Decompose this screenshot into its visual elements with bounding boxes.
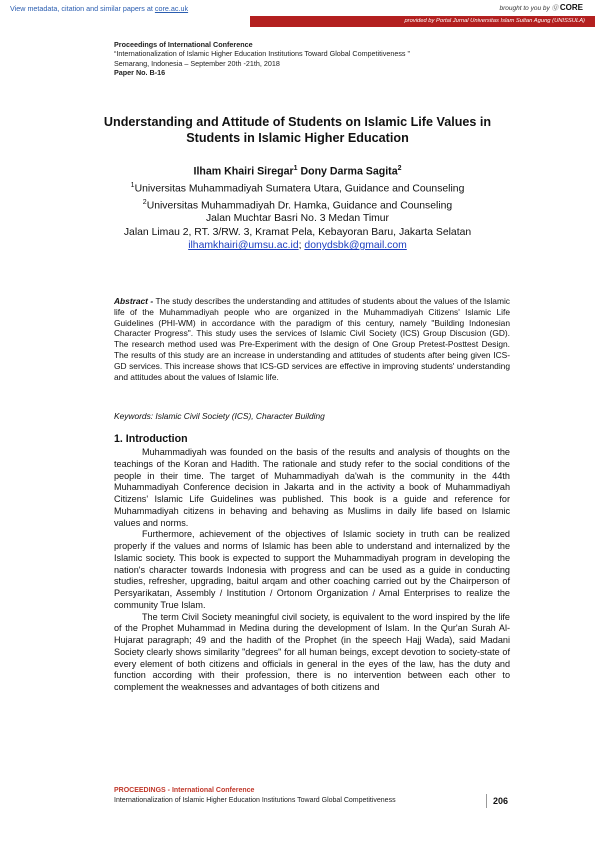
abstract — [114, 296, 510, 382]
section-heading: 1. Introduction — [114, 433, 188, 445]
brought-by — [500, 3, 583, 12]
author-2: Dony Darma Sagita — [300, 165, 398, 178]
author-names — [100, 162, 495, 179]
author-block — [100, 162, 495, 252]
proceedings-header — [114, 40, 410, 78]
email-separator: ; — [298, 239, 302, 251]
core-link[interactable]: core.ac.uk — [154, 4, 189, 13]
conference-location: Semarang, Indonesia – September 20th -21th, 2018 — [114, 58, 280, 68]
author-1: Ilham Khairi Siregar — [193, 165, 294, 178]
paragraph: Muhammadiyah was founded on the basis of the results and analysis of thoughts on the teachings of the Koran and Hadith. The rationale and study refer to the social conditions of the people in their time. The target of Muhammadiyah da'wah is the community in the 44th Muhammadiyah Conference decision in Jakarta and in the activity a book of Muhammadiyah Citizens' Islamic Life Guidelines was published. This book is a guide and reference for Muhammadiyah citizens in behaving and behaving as Muslims in daily life based on Islamic values and norms. — [114, 447, 510, 528]
body-text — [114, 447, 510, 694]
metadata-text: View metadata, citation and similar papers at — [10, 4, 153, 13]
page-number: 206 — [486, 794, 508, 808]
footer-proceedings: PROCEEDINGS - International Conference — [114, 787, 255, 794]
proceedings-title: Proceedings of International Conference — [114, 40, 253, 49]
aff-1-sup: 1 — [130, 181, 135, 189]
core-logo-icon: Ⓠ — [551, 5, 559, 12]
email-link-2[interactable]: donydsbk@gmail.com — [304, 239, 407, 251]
footer-conference: Internationalization of Islamic Higher Education Institutions Toward Global Competitiveness — [114, 797, 396, 804]
author-1-sup: 1 — [293, 165, 298, 172]
core-brand: CORE — [559, 3, 583, 12]
metadata-banner — [10, 4, 188, 13]
aff-1-text: Universitas Muhammadiyah Sumatera Utara, Guidance and Counseling — [134, 183, 465, 195]
aff-2-text: Universitas Muhammadiyah Dr. Hamka, Guidance and Counseling — [146, 200, 453, 212]
affiliation-1 — [100, 179, 495, 196]
page-footer — [114, 786, 514, 806]
aff-2-sup: 2 — [142, 198, 147, 206]
abstract-label: Abstract - — [114, 296, 154, 306]
paper-number: Paper No. B-16 — [114, 68, 166, 78]
address-2: Jalan Limau 2, RT. 3/RW. 3, Kramat Pela, Kebayoran Baru, Jakarta Selatan — [123, 226, 472, 238]
core-topbar — [0, 0, 595, 16]
keywords: Keywords: Islamic Civil Society (ICS), Character Building — [114, 411, 325, 421]
emails — [100, 239, 495, 252]
email-link-1[interactable]: ilhamkhairi@umsu.ac.id — [188, 239, 299, 251]
address-1: Jalan Muchtar Basri No. 3 Medan Timur — [205, 213, 390, 225]
provider-bar: provided by Portal Jurnal Universitas Islam Sultan Agung (UNISSULA) — [250, 16, 595, 27]
abstract-text: The study describes the understanding and attitudes of students about the values of the Islamic life of the Muhammadiyah people who are organized in the Muhammadiyah Citizens' Islamic Life Guidelines (PHI-WM) in accordance with the paradigm of this century, namely "Building Indonesian Character Progress". This study uses the services of Islamic Civil Society (ICS) Group Discusion (GD). The research method used was Pre-Experiment with the design of One Group Pretest-Posttest Design. The results of this study are an increase in understanding and attitudes of students after being given ICS-GD services. This increase shows that ICS-GD services are effective in improving students' understanding and attitudes about the values of Islamic life. — [114, 296, 510, 382]
author-2-sup: 2 — [397, 165, 402, 172]
paragraph: The term Civil Society meaningful civil society, is equivalent to the word inspired by the life of the Prophet Muhammad in Medina during the development of Islam. In the Qur'an Surah Al-Hujarat paragraph; 49 and the hadith of the Prophet (in the speech Hajj Wada), said Madani Society clearly shows similarity "degrees" for all human beings, except devotion to society-state of every element of both citizens and officials in general in the eyes of the law, has the duty and function according with their profession, there is no intervention between each other to complement the weaknesses and advantages of both citizens and — [114, 611, 510, 692]
affiliation-2 — [100, 196, 495, 213]
paragraph: Furthermore, achievement of the objectives of Islamic society in truth can be realized properly if the values and norms of Islamic has been able to understand and internalized by the Islamic society. This book is expected to support the Muhammadiyah program in developing the nation's character towards Indonesia with progress and can be used as a guide in conducting studies, refresher, upgrading, baitul arqam and other coaching carried out by the Chairperson of Persyarikatan, Assembly / Institution / Ortonom Organization / Amal Enterprises to realize the community True Islam. — [114, 529, 510, 610]
paper-title: Understanding and Attitude of Students on Islamic Life Values in Students in Islamic Higher Education — [103, 115, 492, 145]
brought-by-text: brought to you by — [499, 5, 550, 12]
conference-name: “Internationalization of Islamic Higher Education Institutions Toward Global Competitiveness ” — [114, 49, 410, 59]
